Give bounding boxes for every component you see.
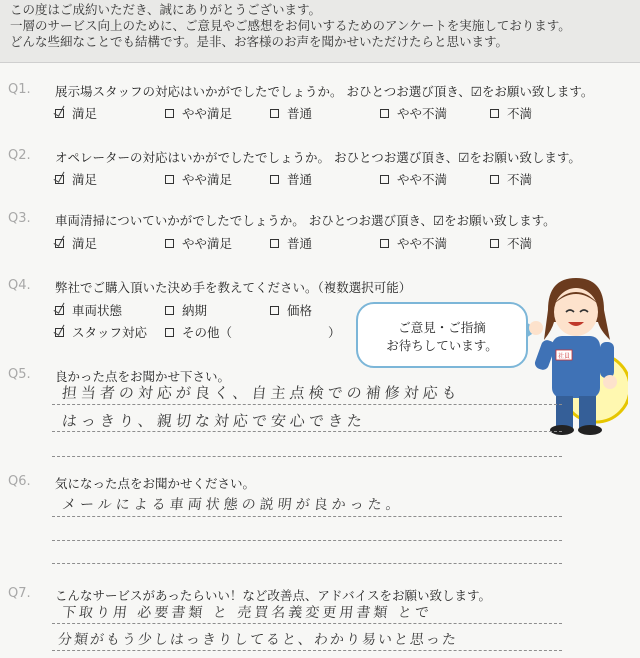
checkbox-icon — [380, 175, 389, 184]
q3-number: Q3. — [8, 211, 31, 226]
answer-line — [52, 650, 562, 651]
staff-mascot-icon — [518, 270, 628, 440]
q2-option-2[interactable]: やや満足 — [165, 170, 232, 188]
checkbox-icon — [380, 239, 389, 248]
q3-question: 車両清掃についていかがでしたでしょうか。 おひとつお選び頂き、☑をお願い致します。 — [55, 213, 556, 228]
checkbox-checked-icon — [55, 109, 64, 118]
q1-question: 展示場スタッフの対応はいかがでしたでしょうか。 おひとつお選び頂き、☑をお願い致します。 — [55, 84, 594, 99]
q5-question: 良かった点をお聞かせ下さい。 — [55, 369, 231, 384]
q2-question: オペレーターの対応はいかがでしたでしょうか。 おひとつお選び頂き、☑をお願い致します。 — [55, 150, 581, 165]
checkbox-icon — [270, 175, 279, 184]
q1-number: Q1. — [8, 82, 31, 97]
q4-other-close-paren: ） — [328, 325, 341, 340]
checkbox-checked-icon — [55, 239, 64, 248]
answer-line — [52, 404, 562, 405]
q5-answer-line-1: 担当者の対応が良く、自主点検での補修対応も — [61, 384, 462, 402]
answer-line — [52, 540, 562, 541]
bubble-line-1: ご意見・ご指摘 — [398, 320, 486, 335]
checkbox-icon — [270, 239, 279, 248]
q4-option-other[interactable]: その他（ — [165, 323, 232, 341]
answer-line — [52, 456, 562, 457]
q4-option-vehicle-condition[interactable]: 車両状態 — [55, 301, 122, 319]
q7-answer-line-2: 分類がもう少しはっきりしてると、わかり易いと思った — [57, 632, 459, 648]
intro-line-2: 一層のサービス向上のために、ご意見やご感想をお伺いするためのアンケートを実施しております。 — [10, 18, 571, 33]
q6-answer-line-1: メールによる車両状態の説明が良かった。 — [61, 497, 405, 513]
q3-option-1[interactable]: 満足 — [55, 234, 97, 252]
answer-line — [52, 623, 562, 624]
checkbox-icon — [165, 109, 174, 118]
checkbox-icon — [165, 306, 174, 315]
mascot-name-tag: 社員 — [557, 353, 571, 360]
checkbox-icon — [490, 239, 499, 248]
checkbox-icon — [165, 239, 174, 248]
q5-answer-line-2: はっきり、親切な対応で安心できた — [61, 412, 367, 430]
checkbox-checked-icon — [55, 306, 64, 315]
q5-number: Q5. — [8, 367, 31, 382]
q4-option-staff[interactable]: スタッフ対応 — [55, 323, 147, 341]
q6-question: 気になった点をお聞かせください。 — [55, 476, 256, 491]
q4-option-price[interactable]: 価格 — [270, 301, 312, 319]
checkbox-icon — [165, 175, 174, 184]
q3-option-4[interactable]: やや不満 — [380, 234, 447, 252]
q6-number: Q6. — [8, 474, 31, 489]
q7-question: こんなサービスがあったらいい！など改善点、アドバイスをお願い致します。 — [55, 588, 492, 603]
checkbox-checked-icon — [55, 328, 64, 337]
checkbox-icon — [270, 109, 279, 118]
intro-line-3: どんな些細なことでも結構です。是非、お客様のお声を聞かせいただけたらと思います。 — [10, 34, 509, 49]
q2-option-1[interactable]: 満足 — [55, 170, 97, 188]
q4-question: 弊社でご購入頂いた決め手を教えてください。（複数選択可能） — [55, 280, 412, 295]
q1-option-1[interactable]: 満足 — [55, 104, 97, 122]
q3-option-2[interactable]: やや満足 — [165, 234, 232, 252]
q2-option-5[interactable]: 不満 — [490, 170, 532, 188]
q2-number: Q2. — [8, 148, 31, 163]
checkbox-icon — [490, 175, 499, 184]
q7-number: Q7. — [8, 586, 31, 601]
survey-header — [0, 0, 640, 63]
answer-line — [52, 431, 562, 432]
intro-line-1: この度はご成約いただき、誠にありがとうございます。 — [10, 2, 322, 17]
checkbox-checked-icon — [55, 175, 64, 184]
bubble-line-2: お待ちしています。 — [386, 338, 498, 353]
checkbox-icon — [270, 306, 279, 315]
q3-option-3[interactable]: 普通 — [270, 234, 312, 252]
speech-bubble — [356, 302, 528, 368]
checkbox-icon — [165, 328, 174, 337]
answer-line — [52, 516, 562, 517]
q2-option-3[interactable]: 普通 — [270, 170, 312, 188]
answer-line — [52, 563, 562, 564]
q1-option-5[interactable]: 不満 — [490, 104, 532, 122]
q1-option-2[interactable]: やや満足 — [165, 104, 232, 122]
q4-option-delivery[interactable]: 納期 — [165, 301, 207, 319]
q1-option-3[interactable]: 普通 — [270, 104, 312, 122]
q7-answer-line-1: 下取り用 必要書類 と 売買名義変更用書類 とで — [61, 605, 433, 621]
q2-option-4[interactable]: やや不満 — [380, 170, 447, 188]
q4-number: Q4. — [8, 278, 31, 293]
q3-option-5[interactable]: 不満 — [490, 234, 532, 252]
checkbox-icon — [490, 109, 499, 118]
q1-option-4[interactable]: やや不満 — [380, 104, 447, 122]
checkbox-icon — [380, 109, 389, 118]
